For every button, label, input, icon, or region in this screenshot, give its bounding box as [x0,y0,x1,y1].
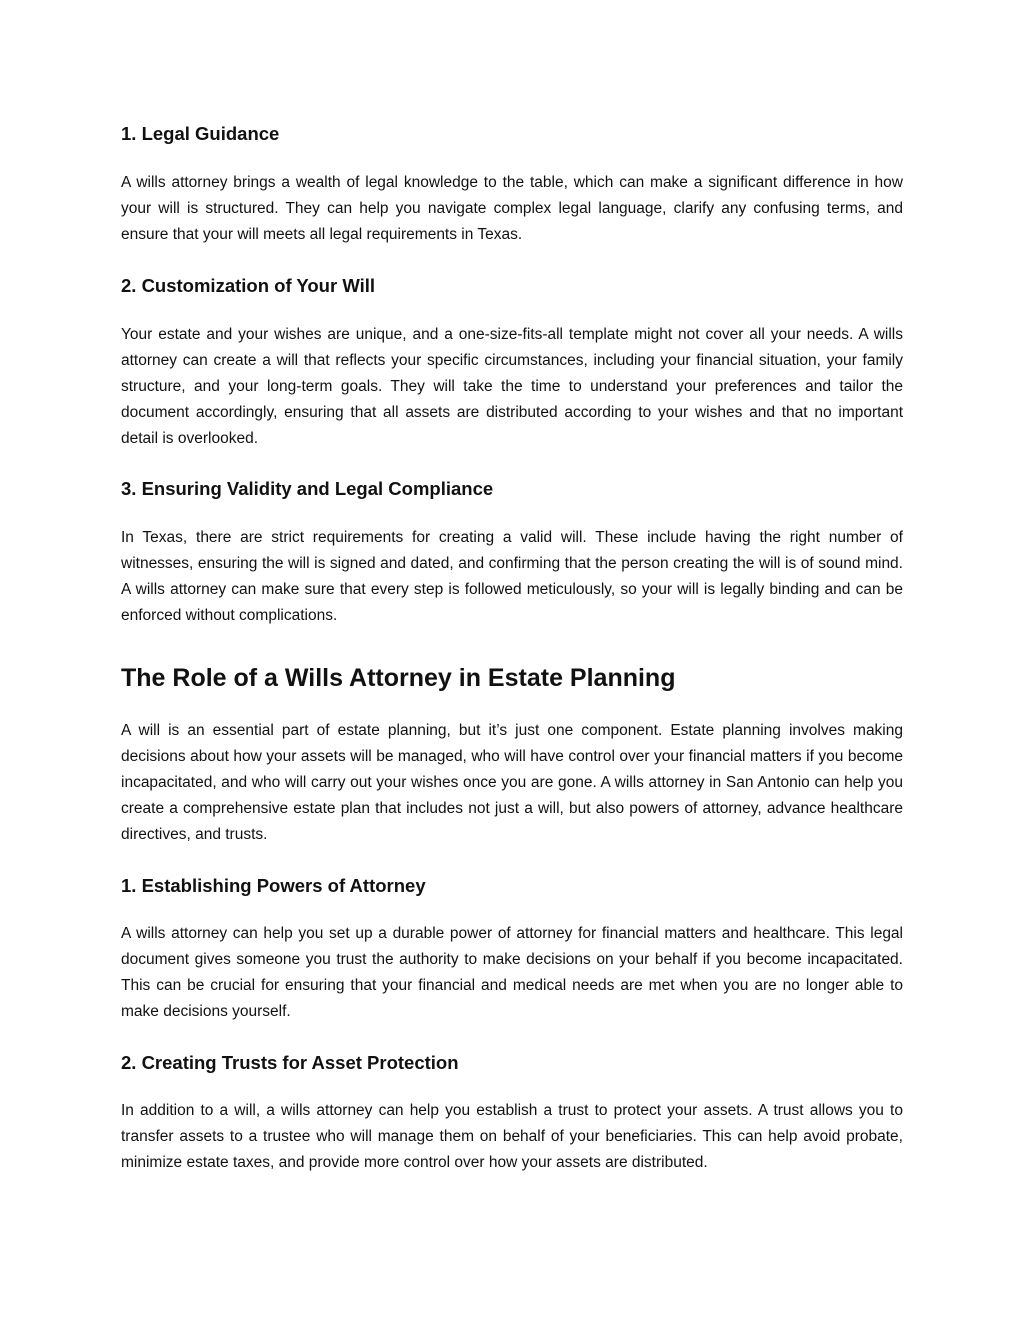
paragraph: A wills attorney can help you set up a durable power of attorney for financial matters and healthcare. This legal document gives someone you trust the authority to make decisions on your behalf if you become incapacitated. This can be crucial for ensuring that your financial and medical needs are met when you are no longer able to make decisions yourself. [121,925,903,1020]
section-powers-of-attorney [121,873,903,899]
section-heading: 1. Establishing Powers of Attorney [121,875,426,896]
section-powers-of-attorney-body [121,921,903,1025]
paragraph: In Texas, there are strict requirements for creating a valid will. These include having the right number of witnesses, ensuring the will is signed and dated, and confirming that the person creating the will is of sound mind. A wills attorney can make sure that every step is followed meticulously, so your will is legally binding and can be enforced without complications. [121,529,903,624]
section-heading: 3. Ensuring Validity and Legal Compliance [121,478,494,499]
section-customization-body [121,322,903,452]
paragraph: Your estate and your wishes are unique, and a one-size-fits-all template might not cover all your needs. A wills attorney can create a will that reflects your specific circumstances, including your financial situation, your family structure, and your long-term goals. They will take the time to understand your preferences and tailor the document accordingly, ensuring that all assets are distributed according to your wishes and that no important detail is overlooked. [121,326,903,447]
main-heading: The Role of a Wills Attorney in Estate Planning [121,664,676,692]
paragraph: A wills attorney brings a wealth of legal knowledge to the table, which can make a significant difference in how your will is structured. They can help you navigate complex legal language, clarify any confusing terms, and ensure that your will meets all legal requirements in Texas. [121,174,903,243]
section-legal-guidance [121,121,903,147]
section-role [121,661,903,695]
section-heading: 2. Creating Trusts for Asset Protection [121,1052,459,1073]
section-role-body [121,718,903,848]
section-validity [121,476,903,502]
section-heading: 1. Legal Guidance [121,123,280,144]
section-heading: 2. Customization of Your Will [121,275,376,296]
section-customization [121,273,903,299]
section-validity-body [121,525,903,629]
paragraph: In addition to a will, a wills attorney can help you establish a trust to protect your assets. A trust allows you to transfer assets to a trustee who will manage them on behalf of your beneficiaries. This can help avoid probate, minimize estate taxes, and provide more control over how your assets are distributed. [121,1102,903,1171]
paragraph: A will is an essential part of estate planning, but it’s just one component. Estate planning involves making decisions about how your assets will be managed, who will have control over your financial matters if you become incapacitated, and who will carry out your wishes once you are gone. A wills attorney in San Antonio can help you create a comprehensive estate plan that includes not just a will, but also powers of attorney, advance healthcare directives, and trusts. [121,722,903,843]
section-trusts [121,1050,903,1076]
section-trusts-body [121,1098,903,1176]
section-legal-guidance-body [121,170,903,248]
